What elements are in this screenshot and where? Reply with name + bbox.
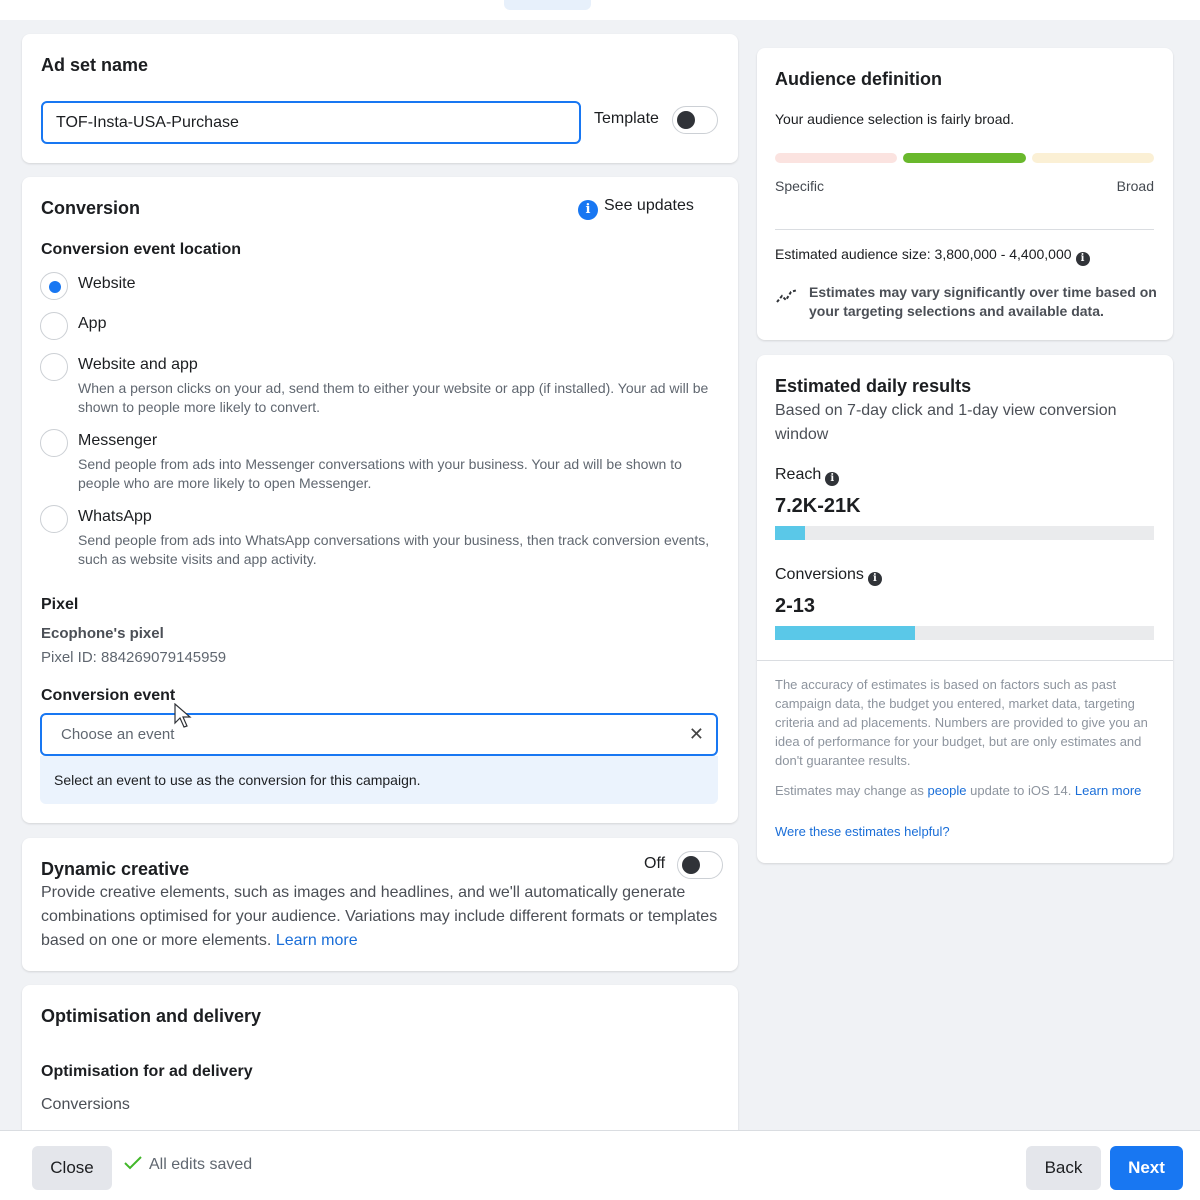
radio-whatsapp-desc: Send people from ads into WhatsApp conversations with your business, then track conversion events, such as website visits and app activity. [78,532,710,567]
radio-website-and-app-label: Website and app [78,356,198,373]
conversion-event-hint: Select an event to use as the conversion for this campaign. [40,756,718,804]
pixel-label: Pixel [41,596,79,613]
audience-size-text: Estimated audience size: 3,800,000 - 4,400,000 [775,246,1072,262]
conversion-event-input[interactable] [40,713,718,756]
radio-messenger-desc: Send people from ads into Messenger conversations with your business. Your ad will be shown to people who are more likely to open Messenger. [78,456,682,491]
reach-bar [775,526,1154,540]
close-button[interactable]: Close [32,1146,112,1190]
info-icon[interactable]: i [825,472,839,486]
conversions-bar-fill [775,626,915,640]
radio-website-and-app-control[interactable] [40,353,68,381]
audience-specific-label: Specific [775,178,825,194]
radio-app-label: App [78,315,107,332]
dynamic-creative-toggle-label: Off [644,855,666,872]
audience-meter-active [903,153,1026,163]
optimisation-delivery-value[interactable]: Conversions [41,1096,130,1113]
ad-set-name-title: Ad set name [41,55,149,75]
reach-bar-fill [775,526,805,540]
ios-note-mid: update to iOS 14. [966,783,1075,798]
conversion-event-placeholder: Choose an event [61,726,175,743]
mouse-pointer-icon [174,703,192,729]
daily-results-title: Estimated daily results [775,376,972,396]
ad-set-name-card [22,34,738,163]
dynamic-creative-text: Provide creative elements, such as images and headlines, and we'll automatically generate combinations optimised for your audience. Variations may include different formats or templates based on one or more elements. [41,884,718,949]
audience-title: Audience definition [775,69,943,89]
ios-note-pre: Estimates may change as [775,783,928,798]
see-updates-link[interactable] [578,197,694,220]
optimisation-card [22,985,738,1145]
audience-summary: Your audience selection is fairly broad. [775,111,1015,127]
see-updates-label: See updates [604,197,694,214]
ios-note [775,780,1159,801]
audience-divider [775,229,1154,230]
radio-app-control[interactable] [40,312,68,340]
toggle-knob [682,856,700,874]
conversion-location-label: Conversion event location [41,241,242,258]
save-status [123,1155,252,1174]
top-tab-indicator [504,0,591,10]
radio-website-and-app-desc: When a person clicks on your ad, send them to either your website or app (if installed). Your ad will be shown to people more likely to convert. [78,380,709,415]
daily-results-divider [757,660,1173,661]
optimisation-delivery-label: Optimisation for ad delivery [41,1063,253,1080]
pixel-id: Pixel ID: 884269079145959 [41,649,227,666]
dynamic-creative-card [22,838,738,971]
radio-whatsapp-control[interactable] [40,505,68,533]
audience-definition-card [757,48,1173,340]
accuracy-note: The accuracy of estimates is based on factors such as past campaign data, the budget you entered, market data, targeting criteria and ad placements. Numbers are provided to give you an idea of performance for your budget, but are only estimates and don't guarantee results. [775,677,1148,768]
audience-broad-label: Broad [1116,178,1154,194]
ad-set-name-input[interactable]: TOF-Insta-USA-Purchase [41,101,581,144]
reach-label: Reach [775,466,822,483]
info-icon[interactable]: i [868,572,882,586]
back-button[interactable]: Back [1026,1146,1101,1190]
optimisation-title: Optimisation and delivery [41,1006,262,1026]
conversion-title: Conversion [41,198,141,218]
toggle-knob [677,111,695,129]
audience-size [775,246,1090,266]
top-strip [0,0,1200,20]
learn-more-link[interactable]: Learn more [275,932,358,949]
conversion-card [22,177,738,823]
radio-website-control[interactable] [40,272,68,300]
helpful-link[interactable]: Were these estimates helpful? [775,824,950,839]
pixel-name: Ecophone's pixel [41,625,164,642]
audience-meter-specific [775,153,897,163]
conversions-label: Conversions [775,566,864,583]
check-icon [123,1155,143,1171]
dynamic-creative-description [41,881,721,953]
reach-value: 7.2K-21K [775,495,861,517]
radio-messenger-label: Messenger [78,432,158,449]
reach-label-row [775,466,839,486]
radio-messenger-control[interactable] [40,429,68,457]
dynamic-creative-title: Dynamic creative [41,859,190,879]
people-link[interactable]: people [927,783,967,798]
daily-results-basis: Based on 7-day click and 1-day view conversion window [775,402,1117,443]
audience-vary-note: Estimates may vary significantly over time based on your targeting selections and available data. [809,284,1157,319]
template-label: Template [594,110,659,127]
audience-meter-broad [1032,153,1154,163]
trend-icon [775,286,799,306]
conversions-value: 2-13 [775,595,816,617]
footer-bar [0,1130,1200,1200]
clear-icon[interactable]: ✕ [688,724,704,744]
learn-more-link[interactable]: Learn more [1074,783,1142,798]
daily-results-card [757,355,1173,863]
conversions-label-row [775,566,882,586]
template-toggle[interactable] [672,106,718,134]
dynamic-creative-toggle[interactable] [677,851,723,879]
save-status-label: All edits saved [149,1156,253,1173]
info-icon[interactable]: i [1076,252,1090,266]
radio-whatsapp-label: WhatsApp [78,508,152,525]
conversions-bar [775,626,1154,640]
radio-website-label: Website [78,275,136,292]
conversion-event-label: Conversion event [41,687,176,704]
info-icon: i [578,200,598,220]
next-button[interactable]: Next [1110,1146,1183,1190]
